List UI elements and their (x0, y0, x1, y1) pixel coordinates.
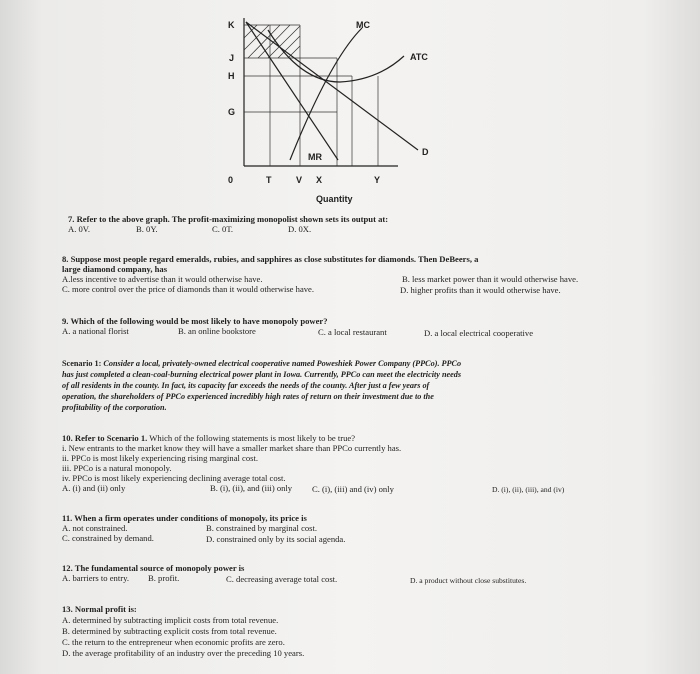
q9-option-a[interactable]: A. a national florist (62, 326, 129, 336)
y-label-h: H (228, 71, 235, 81)
q9-option-b[interactable]: B. an online bookstore (178, 326, 256, 336)
q13-option-c[interactable]: C. the return to the entrepreneur when economic profits are zero. (62, 637, 285, 647)
q10-option-c[interactable]: C. (i), (iii) and (iv) only (312, 484, 394, 494)
y-label-j: J (229, 53, 235, 63)
q13-option-d[interactable]: D. the average profitability of an industry over the preceding 10 years. (62, 648, 305, 658)
x-label-origin: 0 (228, 175, 234, 185)
q9-option-d[interactable]: D. a local electrical cooperative (424, 328, 534, 338)
q13-option-a[interactable]: A. determined by subtracting implicit costs from total revenue. (62, 615, 279, 625)
mr-label: MR (308, 152, 322, 162)
q8-option-b[interactable]: B. less market power than it would otherwise have. (402, 274, 579, 284)
q12-option-b[interactable]: B. profit. (148, 573, 180, 583)
y-label-k: K (228, 20, 235, 30)
x-label-x: X (316, 175, 323, 185)
q9-stem: 9. Which of the following would be most likely to have monopoly power? (62, 316, 328, 326)
x-label-v: V (296, 175, 303, 185)
y-label-g: G (228, 107, 236, 117)
q8-stem-line2: large diamond company, has (62, 264, 168, 274)
q7-option-b[interactable]: B. 0Y. (136, 224, 158, 234)
q11-option-c[interactable]: C. constrained by demand. (62, 533, 154, 543)
q8-stem-line1: 8. Suppose most people regard emeralds, rubies, and sapphires as close substitutes for diamonds. Then DeBeers, a (62, 254, 479, 264)
q7-option-c[interactable]: C. 0T. (212, 224, 234, 234)
demand-curve (246, 22, 418, 150)
x-label-y: Y (374, 175, 381, 185)
monopoly-graph (0, 0, 700, 215)
q10-option-a[interactable]: A. (i) and (ii) only (62, 483, 126, 493)
q7-option-a[interactable]: A. 0V. (68, 224, 91, 234)
q7-option-d[interactable]: D. 0X. (288, 224, 312, 234)
q12-option-d[interactable]: D. a product without close substitutes. (410, 576, 527, 585)
q10-item-iv: iv. PPCo is most likely experiencing declining average total cost. (62, 473, 286, 483)
atc-label: ATC (410, 52, 428, 62)
q11-option-d[interactable]: D. constrained only by its social agenda. (206, 534, 346, 544)
q12-option-a[interactable]: A. barriers to entry. (62, 573, 129, 583)
q11-stem: 11. When a firm operates under conditions of monopoly, its price is (62, 513, 307, 523)
marginal-cost-curve (290, 28, 362, 160)
q10-option-d[interactable]: D. (i), (ii), (iii), and (iv) (492, 485, 565, 494)
q9-option-c[interactable]: C. a local restaurant (318, 327, 387, 337)
guide-lines (244, 25, 378, 166)
q10-stem-bold: 10. Refer to Scenario 1. (62, 433, 148, 443)
q10-item-i: i. New entrants to the market know they will have a smaller market share than PPCo currently has. (62, 443, 402, 453)
q12-option-c[interactable]: C. decreasing average total cost. (226, 574, 338, 584)
q10-item-ii: ii. PPCo is most likely experiencing rising marginal cost. (62, 453, 259, 463)
x-label-t: T (266, 175, 272, 185)
q13-option-b[interactable]: B. determined by subtracting explicit costs from total revenue. (62, 626, 277, 636)
scenario-line-5: profitability of the corporation. (62, 403, 167, 412)
d-label: D (422, 147, 429, 157)
q11-option-a[interactable]: A. not constrained. (62, 523, 128, 533)
q13-stem: 13. Normal profit is: (62, 604, 137, 614)
scenario-line-1: Consider a local, privately-owned electrical cooperative named Poweshiek Power Company (PPCo). PPCo (103, 359, 462, 368)
q8-option-d[interactable]: D. higher profits than it would otherwise have. (400, 285, 561, 295)
q10-option-b[interactable]: B. (i), (ii), and (iii) only (210, 483, 293, 493)
x-axis-title: Quantity (316, 194, 353, 204)
scenario-line-2: has just completed a clean-coal-burning electrical power plant in Iowa. Currently, PPCo can meet the electricity needs (62, 370, 462, 379)
marginal-revenue-curve (246, 22, 338, 160)
mc-label: MC (356, 20, 370, 30)
scenario-lead: Scenario 1: (62, 359, 102, 368)
scenario-line-3: of all residents in the county. In fact, its capacity far exceeds the needs of the county. After just a few years of (62, 381, 430, 390)
q12-stem: 12. The fundamental source of monopoly power is (62, 563, 245, 573)
q7-stem: 7. Refer to the above graph. The profit-maximizing monopolist shown sets its output at: (68, 214, 389, 224)
q8-option-c[interactable]: C. more control over the price of diamonds than it would otherwise have. (62, 284, 315, 294)
q10-stem-rest: Which of the following statements is most likely to be true? (149, 433, 356, 443)
scenario-line-4: operation, the shareholders of PPCo experienced incredibly high rates of return on their investment due to the (62, 392, 434, 401)
q8-option-a[interactable]: A.less incentive to advertise than it would otherwise have. (62, 274, 263, 284)
q10-item-iii: iii. PPCo is a natural monopoly. (62, 463, 172, 473)
q10-stem (62, 433, 355, 443)
q11-option-b[interactable]: B. constrained by marginal cost. (206, 523, 318, 533)
